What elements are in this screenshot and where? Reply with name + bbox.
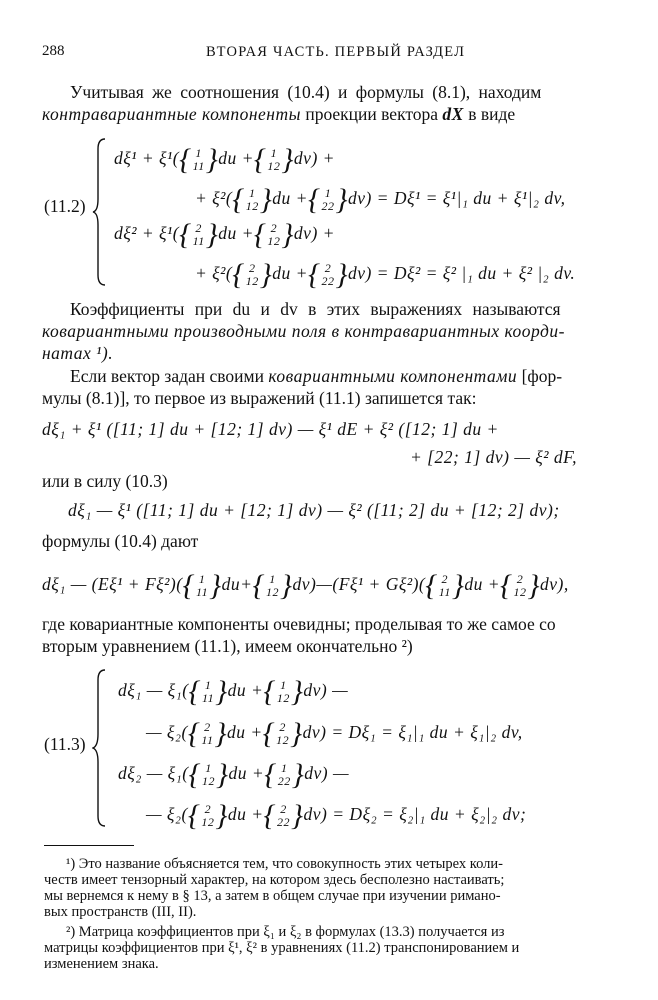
para1-line1: Учитывая же соотношения (10.4) и формулы (8.1), находим — [70, 82, 542, 102]
para4-line2: вторым уравнением (11.1), имеем окончательно ²) — [42, 636, 413, 656]
para3-line1: Если вектор задан своими ковариантными компонентами [фор- — [70, 366, 563, 386]
eq-11-3-row2: — ξ₂({ 2 11 }du +{ 2 12 }dv) = Dξ₁ = ξ₁|₁ du + ξ₁|₂ dv, — [146, 717, 523, 750]
footnote-2-line2: матрицы коэффициентов при ξ¹, ξ² в уравнениях (11.2) транспонированием и — [44, 940, 520, 956]
footnote-1-line4: вых пространств (III, II). — [44, 904, 197, 920]
vector-dx: dX — [442, 104, 464, 124]
eq-11-3-row1: dξ₁ — ξ₁({ 1 11 }du +{ 1 12 }dv) — — [118, 675, 349, 708]
eq-11-3-row4: — ξ₂({ 2 12 }du +{ 2 22 }dv) = Dξ₂ = ξ₂|₁ du + ξ₂|₂ dv; — [146, 799, 527, 832]
footnote-2-line3: изменением знака. — [44, 956, 159, 972]
running-title: ВТОРАЯ ЧАСТЬ. ПЕРВЫЙ РАЗДЕЛ — [206, 44, 466, 60]
para1-line2: контравариантные компоненты проекции вектора dX в виде — [42, 104, 516, 124]
footnote-1-line3: мы вернемся к нему в § 13, а затем в общем случае при изучении римано- — [44, 888, 501, 904]
para2-line1: Коэффициенты при du и dv в этих выражениях называются — [70, 299, 561, 319]
eq-cov1-line2: + [22; 1] dv) — ξ² dF, — [410, 447, 577, 467]
para2-line2: ковариантными производными поля в контравариантных коорди- — [42, 321, 565, 341]
formulas-line: формулы (10.4) дают — [42, 531, 199, 551]
eq-11-2-brace — [92, 137, 108, 287]
eq-11-2-label: (11.2) — [44, 196, 86, 216]
footnote-1-line1: ¹) Это название объясняется тем, что совокупность этих четырех коли- — [66, 856, 503, 872]
footnote-2-line1: ²) Матрица коэффициентов при ξ₁ и ξ₂ в формулах (13.3) получается из — [66, 924, 505, 940]
eq-11-3-row3: dξ₂ — ξ₁({ 1 12 }du +{ 1 22 }dv) — — [118, 758, 350, 791]
eq-11-3-label: (11.3) — [44, 734, 86, 754]
eq-11-2-row1: dξ¹ + ξ¹({ 1 11 }du +{ 1 12 }dv) + — [114, 143, 335, 176]
eq-cov3: dξ₁ — (Eξ¹ + Fξ²)({ 1 11 }du+{ 1 12 }dv)—(Fξ¹ + Gξ²)({ 2 11 }du +{ 2 12 }dv), — [42, 569, 569, 602]
para2-line3: натах ¹). — [42, 343, 114, 363]
footnote-1-line2: честв имеет тензорный характер, на котором здесь бесполезно настаивать; — [44, 872, 505, 888]
eq-cov1-line1: dξ₁ + ξ¹ ([11; 1] du + [12; 1] dv) — ξ¹ dE + ξ² ([12; 1] du + — [42, 419, 499, 439]
footnote-rule — [44, 845, 134, 846]
italic-term: контравариантные компоненты — [42, 104, 301, 124]
eq-11-2-row2: + ξ²({ 1 12 }du +{ 1 22 }dv) = Dξ¹ = ξ¹|₁ du + ξ¹|₂ dv, — [195, 183, 566, 216]
page-number: 288 — [42, 43, 65, 59]
para3-line2: мулы (8.1)], то первое из выражений (11.1) запишется так: — [42, 388, 477, 408]
or-line: или в силу (10.3) — [42, 471, 168, 491]
eq-cov2: dξ₁ — ξ¹ ([11; 1] du + [12; 1] dv) — ξ² ([11; 2] du + [12; 2] dv); — [68, 500, 560, 520]
eq-11-2-row3: dξ² + ξ¹({ 2 11 }du +{ 2 12 }dv) + — [114, 218, 335, 251]
eq-11-3-brace — [92, 668, 108, 828]
eq-11-2-row4: + ξ²({ 2 12 }du +{ 2 22 }dv) = Dξ² = ξ² |₁ du + ξ² |₂ dv. — [195, 258, 576, 291]
para4-line1: где ковариантные компоненты очевидны; проделывая то же самое со — [42, 614, 556, 634]
